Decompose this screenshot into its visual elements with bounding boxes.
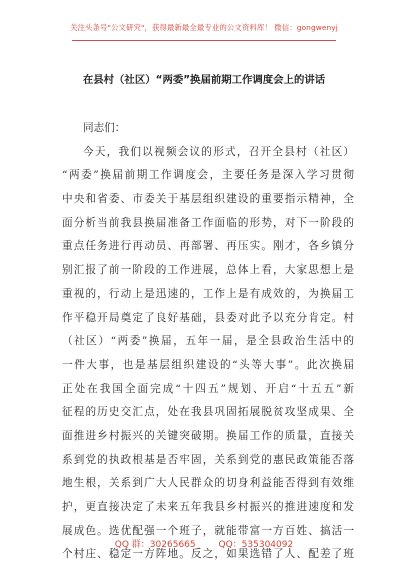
header-divider: [72, 40, 336, 41]
paragraph-line: 中央和省委、市委关于基层组织建设的重要指示精神，全: [62, 193, 354, 206]
paragraph-line: 面推进乡村振兴的关键突破期。换届工作的质量，直接关: [62, 429, 354, 442]
page-footer: [0, 537, 408, 550]
paragraph-line: 个村庄、稳定一方阵地。反之，如果选错了人、配差了班: [62, 548, 354, 561]
paragraph-line: 别汇报了前一阶段的工作进展，总体上看，大家思想上是: [62, 264, 354, 277]
paragraph-line: 作平稳开局奠定了良好基础，县委对此予以充分肯定。村: [62, 311, 354, 324]
greeting: 同志们：: [83, 122, 126, 134]
document-body: [62, 117, 354, 567]
paragraph-line: 展成色。选优配强一个班子，就能带富一方百姓、搞活一: [62, 524, 354, 537]
paragraph-line: （社区）“两委”换届，五年一届，是全县政治生活中的: [62, 335, 354, 348]
paragraph-line: 一件大事，也是基层组织建设的“头等大事”。此次换届: [62, 358, 354, 371]
paragraph-line: 面分析当前我县换届准备工作面临的形势，对下一阶段的: [62, 216, 354, 229]
paragraph-line: 重点任务进行再动员、再部署、再压实。刚才，各乡镇分: [62, 240, 354, 253]
paragraph-line: 正处在我国全面完成“十四五”规划、开启“十五五”新: [62, 382, 354, 395]
paragraph-line: 征程的历史交汇点，处在我县巩固拓展脱贫攻坚成果、全: [62, 406, 354, 419]
qq-contact-text: QQ：535304092: [218, 540, 294, 550]
document-title: 在县村（社区）“两委”换届前期工作调度会上的讲话: [82, 74, 326, 86]
qq-group-text: QQ 群：30265665: [114, 540, 196, 550]
header-banner: 关注头条号"公文研究"，获得最新最全最专业的公文资料库！ 微信：gongwenyj: [70, 23, 338, 32]
paragraph-line: “两委”换届前期工作调度会，主要任务是深入学习贯彻: [62, 169, 354, 182]
paragraph-line: 今天，我们以视频会议的形式，召开全县村（社区）: [83, 145, 354, 158]
paragraph-line: 地生根，关系到广大人民群众的切身利益能否得到有效维: [62, 477, 354, 490]
paragraph-line: 重视的，行动上是迅速的，工作上是有成效的，为换届工: [62, 287, 354, 300]
paragraph-line: 护，更直接决定了未来五年我县乡村振兴的推进速度和发: [62, 501, 354, 513]
paragraph-line: 系到党的执政根基是否牢固，关系到党的惠民政策能否落: [62, 453, 354, 466]
